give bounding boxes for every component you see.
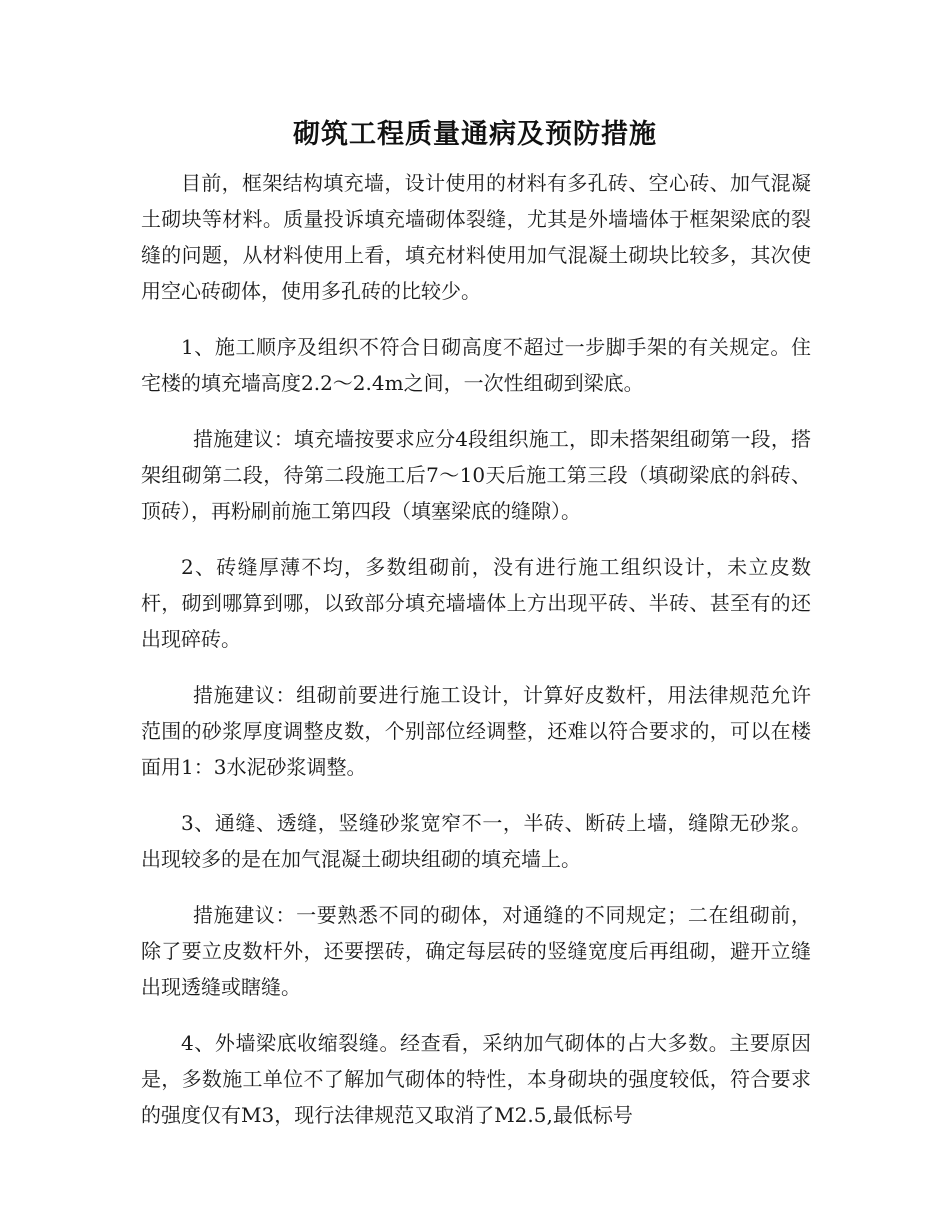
measure-3-paragraph: 措施建议：一要熟悉不同的砌体，对通缝的不同规定；二在组砌前，除了要立皮数杆外，还要摆砖，确定每层砖的竖缝宽度后再组砌，避开立缝出现透缝或瞎缝。	[141, 903, 811, 999]
document-body	[141, 165, 811, 1153]
issue-1-paragraph: 1、施工顺序及组织不符合日砌高度不超过一步脚手架的有关规定。住宅楼的填充墙高度2.2～2.4m之间，一次性组砌到梁底。	[141, 335, 811, 395]
measure-1-paragraph: 措施建议：填充墙按要求应分4段组织施工，即未搭架组砌第一段，搭架组砌第二段，待第二段施工后7～10天后施工第三段（填砌梁底的斜砖、顶砖），再粉刷前施工第四段（填塞梁底的缝隙）。	[141, 427, 811, 523]
issue-3-paragraph: 3、通缝、透缝，竖缝砂浆宽窄不一，半砖、断砖上墙，缝隙无砂浆。出现较多的是在加气混凝土砌块组砌的填充墙上。	[141, 811, 811, 871]
issue-2-paragraph: 2、砖缝厚薄不均，多数组砌前，没有进行施工组织设计，未立皮数杆，砌到哪算到哪，以致部分填充墙墙体上方出现平砖、半砖、甚至有的还出现碎砖。	[141, 555, 811, 651]
measure-2-paragraph: 措施建议：组砌前要进行施工设计，计算好皮数杆，用法律规范允许范围的砂浆厚度调整皮数，个别部位经调整，还难以符合要求的，可以在楼面用1：3水泥砂浆调整。	[141, 683, 811, 779]
issue-4-paragraph: 4、外墙梁底收缩裂缝。经查看，采纳加气砌体的占大多数。主要原因是，多数施工单位不了解加气砌体的特性，本身砌块的强度较低，符合要求的强度仅有M3，现行法律规范又取消了M2.5,最低标号	[141, 1031, 811, 1127]
document-title: 砌筑工程质量通病及预防措施	[293, 119, 657, 150]
intro-paragraph: 目前，框架结构填充墙，设计使用的材料有多孔砖、空心砖、加气混凝土砌块等材料。质量投诉填充墙砌体裂缝，尤其是外墙墙体于框架梁底的裂缝的问题，从材料使用上看，填充材料使用加气混凝土砌块比较多，其次使用空心砖砌体，使用多孔砖的比较少。	[141, 171, 811, 303]
